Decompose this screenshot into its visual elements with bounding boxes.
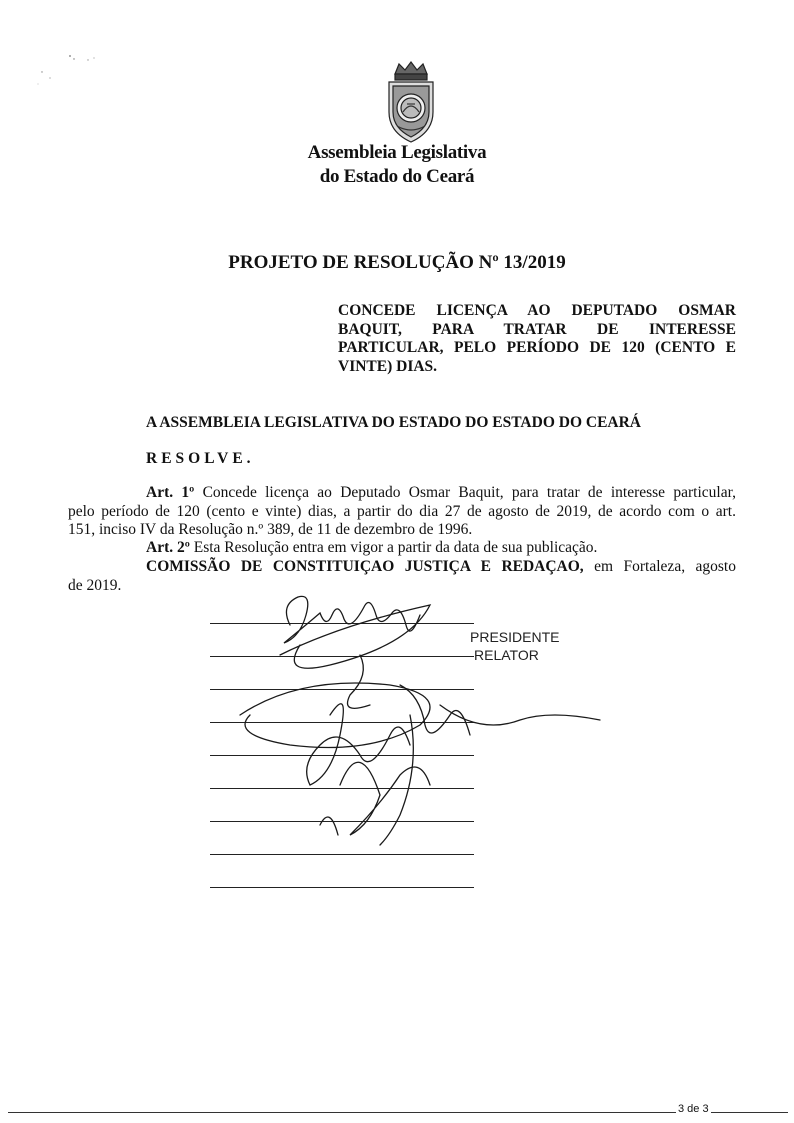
summary-line: VINTE) DIAS. bbox=[338, 357, 438, 375]
page-number: 3 de 3 bbox=[678, 1103, 709, 1115]
signature-line bbox=[210, 887, 474, 888]
summary-line: CONCEDE LICENÇA AO DEPUTADO OSMAR bbox=[338, 302, 736, 319]
handwritten-signatures bbox=[220, 585, 610, 855]
summary-line: BAQUIT, PARA TRATAR DE INTERESSE bbox=[338, 320, 736, 338]
institution-name-line1: Assembleia Legislativa bbox=[307, 142, 487, 163]
article-2 bbox=[146, 539, 597, 558]
institution-name-line2: do Estado do Ceará bbox=[319, 166, 475, 187]
role-rapporteur: RELATOR bbox=[474, 647, 539, 663]
commission-name: COMISSÃO DE CONSTITUIÇAO JUSTIÇA E REDAÇAO, bbox=[146, 558, 584, 575]
article-1-label: Art. 1º bbox=[146, 484, 195, 501]
scan-specks bbox=[30, 50, 120, 90]
commission-place-date: em Fortaleza, agosto bbox=[594, 558, 736, 575]
document-title: PROJETO DE RESOLUÇÃO Nº 13/2019 bbox=[228, 252, 566, 273]
enacting-body: A ASSEMBLEIA LEGISLATIVA DO ESTADO DO ESTADO DO CEARÁ bbox=[146, 414, 641, 431]
state-coat-of-arms-icon bbox=[381, 60, 441, 144]
article-1 bbox=[68, 484, 736, 540]
resolution-summary bbox=[338, 302, 736, 376]
article-1-line bbox=[68, 484, 736, 503]
commission-line-2: de 2019. bbox=[68, 576, 122, 594]
article-1-text: Concede licença ao Deputado Osmar Baquit, para tratar de interesse particular, bbox=[202, 484, 737, 501]
resolve-heading: RESOLVE. bbox=[146, 450, 255, 467]
article-1-line: pelo período de 120 (cento e vinte) dias, a partir do dia 27 de agosto de 2019, de acordo com o art. bbox=[68, 502, 736, 520]
role-president: PRESIDENTE bbox=[470, 629, 560, 645]
article-1-line: 151, inciso IV da Resolução n.º 389, de 11 de dezembro de 1996. bbox=[68, 521, 473, 538]
article-2-text: Esta Resolução entra em vigor a partir da data de sua publicação. bbox=[193, 539, 598, 556]
commission-line-1 bbox=[68, 558, 736, 577]
article-2-label: Art. 2º bbox=[146, 539, 190, 556]
summary-line: PARTICULAR, PELO PERÍODO DE 120 (CENTO E bbox=[338, 339, 736, 356]
footer-rule bbox=[8, 1112, 788, 1113]
